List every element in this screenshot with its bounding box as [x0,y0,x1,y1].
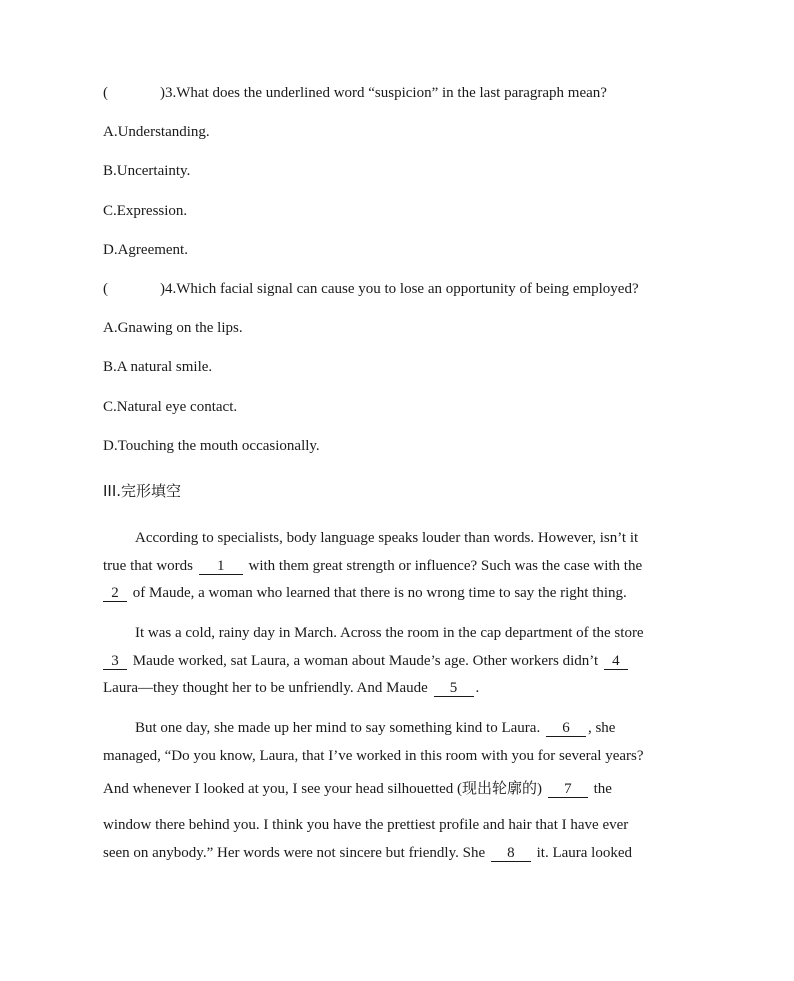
passage-p2-line1: It was a cold, rainy day in March. Across the room in the cap department of the store [135,625,644,641]
question-3-option-b: B.Uncertainty. [103,163,191,179]
blank-7: 7 [548,781,588,798]
passage-p2-line3 [103,678,479,698]
text-segment: of Maude, a woman who learned that there is no wrong time to say the right thing. [132,585,627,601]
text-segment: But one day, she made up her mind to say something kind to Laura. [135,720,541,736]
blank-4: 4 [604,653,628,670]
passage-p1-line1: According to specialists, body language speaks louder than words. However, isn’t it [135,530,639,546]
passage-p3-line5 [103,843,632,863]
text-segment: it. Laura looked [536,845,632,861]
text-segment: the [593,781,612,797]
blank-5: 5 [434,680,474,697]
text-segment: Laura—they thought her to be unfriendly. And Maude [103,680,428,696]
question-4-text: 4.Which facial signal can cause you to lose an opportunity of being employed? [165,281,639,297]
text-segment: Maude worked, sat Laura, a woman about Maude’s age. Other workers didn’t [132,653,599,669]
question-4-option-a: A.Gnawing on the lips. [103,320,243,336]
question-3-stem: ( )3.What does the underlined word “suspicion” in the last paragraph mean? [103,85,607,101]
text-segment: . [475,680,480,696]
section-heading: III.完形填空 [103,482,182,500]
passage-p3-line1 [135,718,615,738]
text-segment: , she [587,720,616,736]
question-4-option-c: C.Natural eye contact. [103,399,238,415]
blank-1: 1 [199,558,243,575]
passage-p1-line2 [103,556,642,576]
blank-2: 2 [103,585,127,602]
question-3-text: 3.What does the underlined word “suspicion” in the last paragraph mean? [165,85,607,101]
question-3-option-c: C.Expression. [103,203,188,219]
question-3-option-d: D.Agreement. [103,242,188,258]
blank-8: 8 [491,845,531,862]
blank-6: 6 [546,720,586,737]
question-4-stem: ( )4.Which facial signal can cause you to lose an opportunity of being employed? [103,281,639,297]
passage-p3-line2: managed, “Do you know, Laura, that I’ve worked in this room with you for several years? [103,748,644,764]
text-segment: seen on anybody.” Her words were not sincere but friendly. She [103,845,486,861]
passage-p3-line4: window there behind you. I think you have the prettiest profile and hair that I have ever [103,817,629,833]
answer-paren [108,83,160,103]
passage-p3-line3 [103,779,612,799]
passage-p2-line2 [103,651,630,671]
question-4-option-d: D.Touching the mouth occasionally. [103,438,320,454]
text-segment: with them great strength or influence? Such was the case with the [248,558,643,574]
passage-p1-line3 [103,583,627,603]
blank-3: 3 [103,653,127,670]
answer-paren [108,279,160,299]
text-segment: true that words [103,558,193,574]
question-4-option-b: B.A natural smile. [103,359,213,375]
text-segment: And whenever I looked at you, I see your head silhouetted (现出轮廓的) [103,781,543,797]
question-3-option-a: A.Understanding. [103,124,210,140]
